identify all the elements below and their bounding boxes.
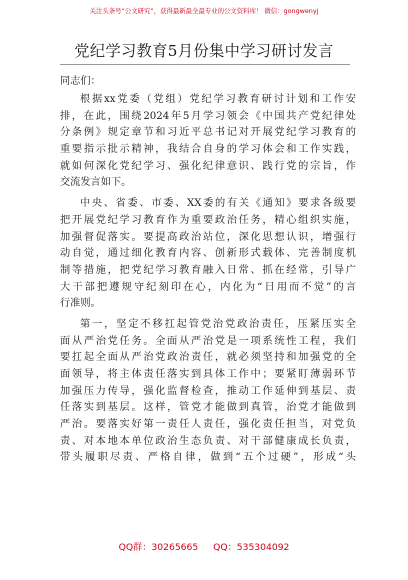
text-line: 把开展党纪学习教育作为重要政治任务，精心组织实施，	[60, 214, 356, 226]
text-line: 带头履职尽责、严格自律，做到“五个过硬”，形成“头	[60, 452, 356, 464]
text-line: 责、对本地本单位政治生态负责、对干部健康成长负责，	[60, 435, 356, 447]
text-line: 面领导，将主体责任落实到具体工作中；要紧盯薄弱环节	[60, 369, 356, 380]
text-line: 加强压力传导，强化监督检查，推动工作延伸到基层、责	[60, 385, 356, 397]
text-line: 第一，坚定不移扛起管党治党政治责任，压紧压实全	[80, 318, 356, 330]
text-line: 严治。要落实好第一责任人责任，强化责任担当，对党负	[60, 419, 356, 431]
text-line: 加强督促落实。要提高政治站位，深化思想认识，增强行	[60, 231, 356, 243]
footer-qq-group: QQ群：30265665	[118, 542, 199, 553]
text-line: 行准则。	[60, 298, 101, 310]
text-line: 要扛起全面从严治党政治责任，就必须坚持和加强党的全	[60, 352, 356, 364]
text-line: 就如何深化党纪学习、强化纪律意识、践行党的宗旨，作	[60, 160, 356, 172]
text-line: 中央、省委、市委、XX委的有关《通知》要求各级要	[80, 198, 356, 210]
footer-contact	[0, 539, 408, 553]
text-line: 分条例》规定章节和习近平总书记对开展党纪学习教育的	[60, 127, 356, 139]
text-line: 制等措施，把党纪学习教育融入日常、抓在经常，引导广	[60, 264, 356, 276]
greeting: 同志们：	[60, 76, 101, 87]
document-body	[60, 92, 356, 467]
footer-qq: QQ：535304092	[213, 542, 290, 553]
document-title: 党纪学习教育5月份集中学习研讨发言	[74, 42, 334, 60]
header-banner: 关注头条号“公文研究”，获得最新最全最专业的公文资料库！ 微信：gongwenyj	[89, 7, 319, 15]
text-line: 面从严治党任务。全面从严治党是一项系统性工程，我们	[60, 335, 356, 347]
text-line: 大干部把遵规守纪刻印在心，内化为“日用而不觉”的言	[60, 281, 356, 293]
title-divider	[60, 64, 350, 65]
text-line: 任落实到基层。这样，管党才能做到真管，治党才能做到	[60, 402, 356, 414]
text-line: 排，在此，围绕2024年5月学习领会《中国共产党纪律处	[60, 110, 356, 122]
text-line: 交流发言如下。	[60, 177, 132, 189]
text-line: 动自觉，通过细化教育内容、创新形式载体、完善制度机	[60, 248, 356, 260]
text-line: 重要指示批示精神，我结合自身的学习体会和工作实践，	[60, 144, 356, 156]
text-line: 根据xx党委（党组）党纪学习教育研讨计划和工作安	[80, 94, 356, 105]
